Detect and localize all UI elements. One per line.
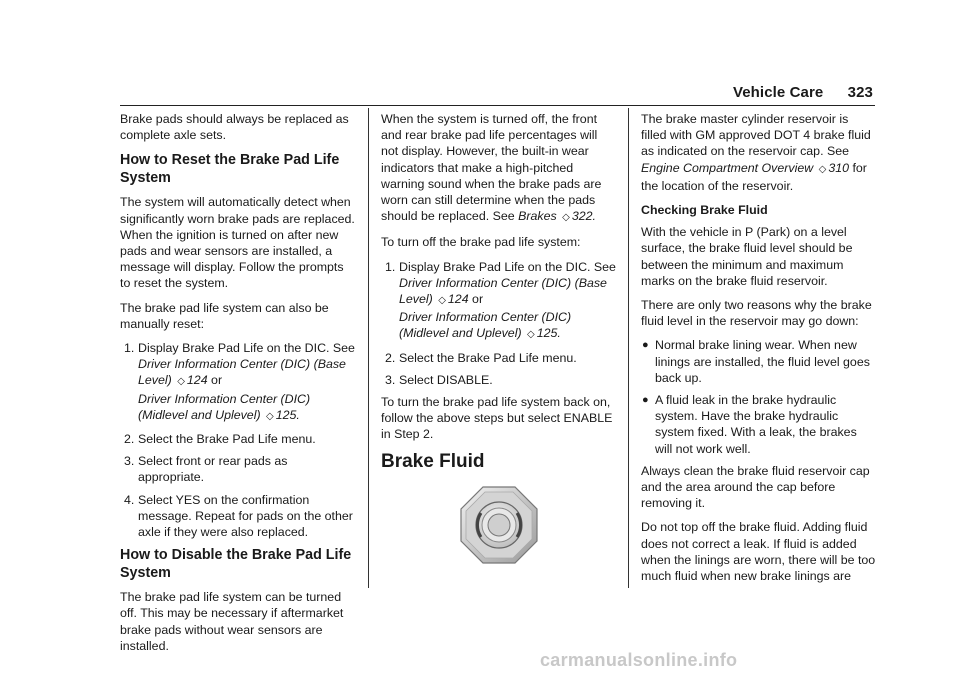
step-number: 2. — [385, 350, 396, 365]
paragraph: Always clean the brake fluid reservoir cap and the area around the cap before removing it. — [641, 463, 870, 511]
page-ref[interactable]: 125. — [275, 407, 300, 422]
step-item — [381, 259, 616, 344]
column-divider-1 — [368, 108, 369, 588]
step-item — [120, 340, 355, 425]
page-reference-icon: ◇ — [266, 410, 274, 422]
link-dic-midlevel[interactable]: Driver Information Center (DIC) (Midlevel and Uplevel) — [399, 310, 572, 341]
paragraph: To turn off the brake pad life system: — [381, 235, 581, 250]
heading-checking-brake-fluid: Checking Brake Fluid — [641, 203, 768, 218]
step-text: Select the Brake Pad Life menu. — [138, 432, 316, 447]
paragraph — [641, 111, 876, 194]
brake-fluid-cap-icon — [459, 485, 539, 565]
step-text: Select YES on the confirmation message. Repeat for pads on the other axle if they were also replaced. — [138, 492, 353, 540]
column-2 — [381, 111, 616, 565]
section-title: Vehicle Care — [732, 84, 824, 101]
step-number: 3. — [124, 454, 135, 469]
bullet-text: A fluid leak in the brake hydraulic system. Have the brake hydraulic system fixed. With a leak, the brakes will not work well. — [655, 393, 857, 456]
bullet-text: Normal brake lining wear. When new linings are installed, the fluid level goes back up. — [655, 338, 870, 385]
paragraph: The brake pad life system can also be manually reset: — [120, 300, 329, 331]
step-text: or — [472, 292, 484, 307]
step-item — [381, 372, 616, 388]
paragraph — [381, 111, 616, 226]
bullet-icon: ● — [642, 339, 649, 352]
step-number: 1. — [385, 259, 396, 274]
bullet-item — [641, 392, 876, 457]
step-text: Select the Brake Pad Life menu. — [399, 350, 577, 365]
page-reference-icon: ◇ — [177, 376, 185, 388]
step-item — [120, 431, 355, 447]
page-ref[interactable]: 310 — [828, 160, 850, 175]
step-item — [381, 350, 616, 366]
step-text: Select front or rear pads as appropriate. — [138, 454, 288, 485]
paragraph-text: The brake master cylinder reservoir is filled with GM approved DOT 4 brake fluid as indicated on the reservoir cap. See — [641, 112, 871, 159]
step-number: 4. — [124, 492, 135, 507]
link-dic-base-level[interactable]: Driver Information Center (DIC) (Base Level) — [399, 275, 607, 307]
paragraph-text: When the system is turned off, the front and rear brake pad life percentages will not display. However, the built-in wear indicators that make a high-pitched warning sound when the brake pads are worn can still determine when the pads should be replaced. See — [381, 112, 602, 224]
heading-reset-brake-pad-life: How to Reset the Brake Pad Life System — [120, 152, 340, 187]
paragraph: To turn the brake pad life system back on, follow the above steps but select ENABLE in Step 2. — [381, 395, 613, 442]
step-text: or — [211, 373, 223, 388]
paragraph: With the vehicle in P (Park) on a level surface, the brake fluid level should be between the minimum and maximum marks on the brake fluid reservoir. — [641, 225, 853, 288]
paragraph-text: for the location of the reservoir. — [641, 160, 867, 193]
page-reference-icon: ◇ — [527, 329, 535, 341]
bullet-icon: ● — [642, 394, 649, 407]
column-1 — [120, 111, 355, 662]
page-ref[interactable]: 124 — [447, 292, 469, 307]
page-header — [733, 84, 873, 101]
page-number: 323 — [847, 84, 873, 101]
watermark: carmanualsonline.info — [540, 650, 738, 670]
header-divider — [120, 105, 875, 106]
step-text: Select DISABLE. — [399, 372, 493, 387]
paragraph: The brake pad life system can be turned off. This may be necessary if aftermarket brake pads without wear sensors are installed. — [120, 590, 344, 653]
heading-disable-brake-pad-life: How to Disable the Brake Pad Life System — [120, 547, 352, 582]
heading-brake-fluid: Brake Fluid — [381, 450, 485, 472]
paragraph: Brake pads should always be replaced as complete axle sets. — [120, 112, 349, 143]
column-3 — [641, 111, 876, 592]
link-brakes[interactable]: Brakes — [518, 209, 557, 224]
step-item — [120, 492, 355, 541]
step-text: Display Brake Pad Life on the DIC. See — [399, 259, 616, 274]
page-ref[interactable]: 124 — [186, 373, 208, 388]
column-divider-2 — [628, 108, 629, 588]
paragraph: The system will automatically detect when significantly worn brake pads are replaced. When the ignition is turned on after new pads and wear sensors are installed, a message will display. Follow the prompts to reset the system. — [120, 195, 355, 291]
step-item — [120, 453, 355, 485]
page-ref[interactable]: 322. — [571, 209, 596, 224]
bullet-item — [641, 337, 876, 386]
step-number: 1. — [124, 341, 135, 356]
page-reference-icon: ◇ — [818, 163, 827, 175]
paragraph: Do not top off the brake fluid. Adding fluid does not correct a leak. If fluid is added when the linings are worn, there will be too much fluid when new brake linings are — [641, 520, 876, 584]
step-number: 2. — [124, 432, 135, 447]
step-text: Display Brake Pad Life on the DIC. See — [138, 341, 355, 356]
link-dic-midlevel[interactable]: Driver Information Center (DIC) (Midlevel and Uplevel) — [138, 391, 311, 422]
link-engine-compartment-overview[interactable]: Engine Compartment Overview — [641, 160, 814, 175]
page-reference-icon: ◇ — [562, 212, 570, 224]
page-reference-icon: ◇ — [438, 295, 446, 307]
paragraph: There are only two reasons why the brake fluid level in the reservoir may go down: — [641, 298, 872, 329]
step-number: 3. — [385, 372, 396, 387]
link-dic-base-level[interactable]: Driver Information Center (DIC) (Base Level) — [138, 357, 346, 388]
page-ref[interactable]: 125. — [536, 326, 561, 341]
